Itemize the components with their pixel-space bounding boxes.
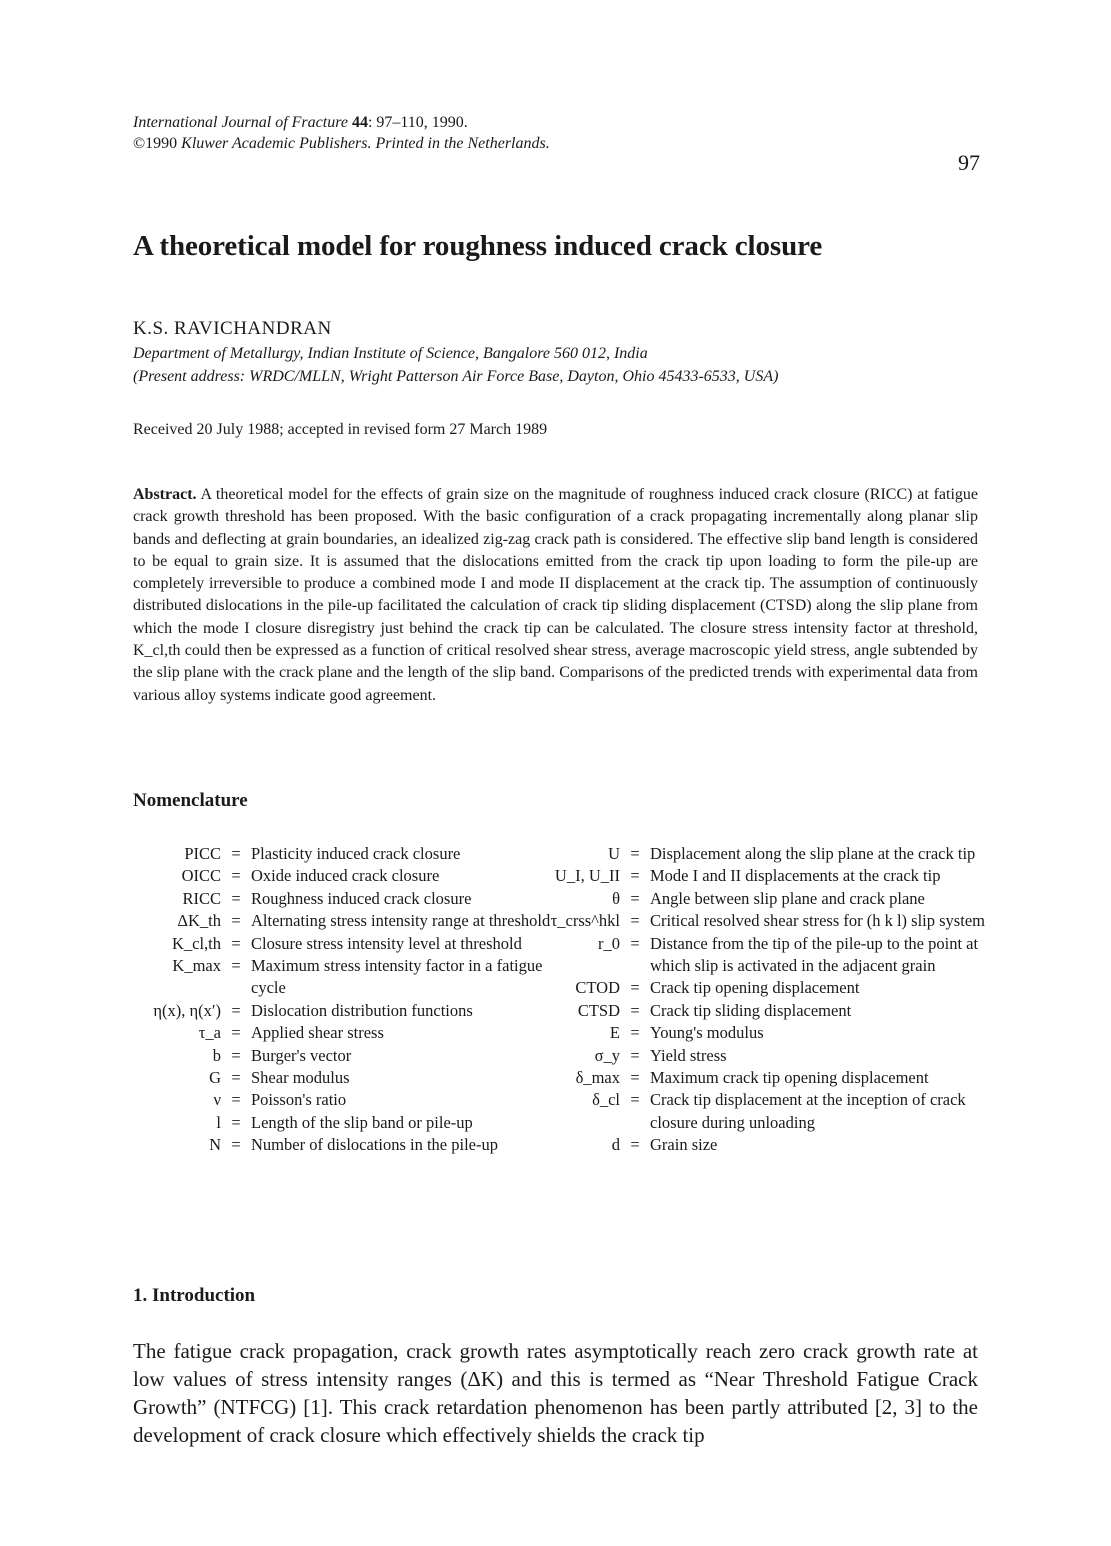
nomenclature-symbol: ν	[213, 1090, 221, 1110]
nomenclature-entry	[133, 843, 553, 865]
equals-sign: =	[630, 1135, 640, 1155]
nomenclature-symbol: U	[608, 844, 620, 863]
equals-sign: =	[630, 1045, 640, 1065]
nomenclature-symbol: ΔK_th	[177, 911, 221, 931]
copyright-line	[133, 134, 550, 154]
equals-sign: =	[231, 844, 241, 863]
nomenclature-right-column	[540, 843, 985, 1157]
equals-sign: =	[231, 933, 241, 953]
nomenclature-definition: Displacement along the slip plane at the crack tip	[650, 844, 976, 863]
nomenclature-entry	[133, 1112, 553, 1134]
nomenclature-definition: Distance from the tip of the pile-up to the point at which slip is activated in the adjacent grain	[650, 933, 979, 976]
nomenclature-entry	[133, 1045, 553, 1067]
nomenclature-heading: Nomenclature	[133, 790, 248, 811]
nomenclature-definition: Roughness induced crack closure	[251, 888, 472, 908]
nomenclature-symbol: RICC	[182, 888, 221, 908]
nomenclature-definition: Grain size	[650, 1135, 718, 1155]
equals-sign: =	[231, 1000, 241, 1020]
nomenclature-entry	[133, 1000, 553, 1022]
nomenclature-definition: Maximum stress intensity factor in a fatigue cycle	[251, 956, 543, 998]
equals-sign: =	[231, 956, 241, 976]
equals-sign: =	[231, 866, 241, 886]
nomenclature-symbol: K_max	[172, 956, 221, 976]
nomenclature-definition: Closure stress intensity level at threshold	[251, 933, 522, 953]
nomenclature-entry	[540, 977, 985, 999]
nomenclature-entry	[133, 1067, 553, 1089]
nomenclature-entry	[133, 1089, 553, 1111]
introduction-heading: 1. Introduction	[133, 1285, 256, 1306]
nomenclature-definition: Crack tip opening displacement	[650, 978, 860, 998]
nomenclature-entry	[133, 888, 553, 910]
nomenclature-definition: Yield stress	[650, 1045, 727, 1065]
paper-title: A theoretical model for roughness induced crack closure	[133, 230, 823, 262]
nomenclature-symbol: PICC	[184, 844, 221, 863]
nomenclature-symbol: d	[611, 1135, 620, 1155]
nomenclature-entry	[540, 1067, 985, 1089]
nomenclature-definition: Poisson's ratio	[251, 1090, 347, 1110]
equals-sign: =	[231, 888, 241, 908]
page-number: 97	[958, 150, 980, 175]
nomenclature-entry	[133, 910, 553, 932]
equals-sign: =	[231, 1135, 241, 1155]
equals-sign: =	[231, 1090, 241, 1110]
nomenclature-entry	[133, 865, 553, 887]
equals-sign: =	[630, 866, 640, 886]
journal-pages-year: : 97–110, 1990.	[367, 114, 468, 131]
equals-sign: =	[630, 888, 640, 908]
nomenclature-symbol: r_0	[598, 933, 620, 953]
nomenclature-definition: Burger's vector	[251, 1045, 352, 1065]
equals-sign: =	[231, 911, 241, 931]
nomenclature-symbol: N	[209, 1135, 221, 1155]
received-dates: Received 20 July 1988; accepted in revised form 27 March 1989	[133, 421, 548, 438]
nomenclature-entry	[133, 1022, 553, 1044]
nomenclature-definition: Maximum crack tip opening displacement	[650, 1068, 929, 1088]
equals-sign: =	[630, 1090, 640, 1110]
journal-volume: 44	[351, 114, 368, 131]
nomenclature-definition: Mode I and II displacements at the crack tip	[650, 866, 941, 886]
abstract-text: A theoretical model for the effects of grain size on the magnitude of roughness induced crack closure (RICC) at fatigue crack growth threshold has been proposed. With the basic configuration of a crack propagating incrementally along planar slip bands and deflecting at grain boundaries, an idealized zig-zag crack path is considered. The effective slip band length is considered to be equal to grain size. It is assumed that the dislocations emitted from the crack tip upon loading to form the pile-up are completely irreversible to produce a combined mode I and mode II displacement at the crack tip. The assumption of continuously distributed dislocations in the pile-up facilitated the calculation of crack tip sliding displacement (CTSD) along the slip plane from which the mode I closure disregistry just behind the crack tip can be calculated. The closure stress intensity factor at threshold, K_cl,th could then be expressed as a function of critical resolved shear stress, average macroscopic yield stress, angle subtended by the slip plane with the crack plane and the length of the slip band. Comparisons of the predicted trends with experimental data from various alloy systems indicate good agreement.	[133, 486, 978, 704]
journal-citation	[133, 113, 468, 133]
nomenclature-symbol: σ_y	[594, 1045, 620, 1065]
nomenclature-symbol: τ_crss^hkl	[550, 911, 620, 931]
nomenclature-entry	[540, 1089, 985, 1134]
nomenclature-definition: Plasticity induced crack closure	[251, 844, 461, 863]
nomenclature-definition: Young's modulus	[650, 1023, 764, 1043]
equals-sign: =	[630, 933, 640, 953]
nomenclature-entry	[540, 1000, 985, 1022]
abstract	[133, 484, 978, 707]
nomenclature-entry	[133, 933, 553, 955]
equals-sign: =	[231, 1023, 241, 1043]
nomenclature-symbol: K_cl,th	[171, 933, 221, 953]
nomenclature-definition: Dislocation distribution functions	[251, 1000, 473, 1020]
nomenclature-symbol: CTSD	[577, 1000, 620, 1020]
nomenclature-symbol: η(x), η(x′)	[153, 1000, 221, 1020]
nomenclature-entry	[133, 1134, 553, 1156]
copyright-symbol: ©1990	[133, 135, 178, 152]
author-name: K.S. RAVICHANDRAN	[133, 318, 332, 339]
nomenclature-symbol: CTOD	[575, 978, 620, 998]
nomenclature-definition: Oxide induced crack closure	[251, 866, 440, 886]
nomenclature-symbol: G	[209, 1068, 221, 1088]
equals-sign: =	[630, 911, 640, 931]
nomenclature-definition: Number of dislocations in the pile-up	[251, 1135, 498, 1155]
present-address: (Present address: WRDC/MLLN, Wright Patterson Air Force Base, Dayton, Ohio 45433-6533, USA)	[133, 368, 779, 385]
equals-sign: =	[630, 1068, 640, 1088]
nomenclature-definition: Crack tip displacement at the inception of crack closure during unloading	[650, 1090, 966, 1132]
equals-sign: =	[630, 1023, 640, 1043]
equals-sign: =	[231, 1112, 241, 1132]
equals-sign: =	[630, 1000, 640, 1020]
nomenclature-entry	[540, 888, 985, 910]
nomenclature-entry	[133, 955, 553, 1000]
nomenclature-entry	[540, 1022, 985, 1044]
nomenclature-symbol: b	[212, 1045, 221, 1065]
abstract-label: Abstract.	[133, 486, 197, 503]
nomenclature-entry	[540, 1134, 985, 1156]
publisher-line: Kluwer Academic Publishers. Printed in the Netherlands.	[181, 135, 550, 152]
equals-sign: =	[630, 978, 640, 998]
nomenclature-entry	[540, 910, 985, 932]
equals-sign: =	[630, 844, 640, 863]
journal-name: International Journal of Fracture	[133, 114, 348, 131]
nomenclature-symbol: OICC	[181, 866, 221, 886]
nomenclature-entry	[540, 933, 985, 978]
equals-sign: =	[231, 1045, 241, 1065]
nomenclature-definition: Crack tip sliding displacement	[650, 1000, 852, 1020]
nomenclature-entry	[540, 865, 985, 887]
nomenclature-definition: Alternating stress intensity range at threshold	[251, 911, 551, 931]
equals-sign: =	[231, 1068, 241, 1088]
nomenclature-entry	[540, 843, 985, 865]
nomenclature-symbol: δ_cl	[592, 1090, 620, 1110]
nomenclature-definition: Applied shear stress	[251, 1023, 384, 1043]
nomenclature-definition: Angle between slip plane and crack plane	[650, 888, 925, 908]
nomenclature-definition: Length of the slip band or pile-up	[251, 1112, 473, 1132]
nomenclature-definition: Critical resolved shear stress for (h k l) slip system	[650, 911, 985, 931]
nomenclature-symbol: θ	[612, 888, 620, 908]
introduction-paragraph: The fatigue crack propagation, crack growth rates asymptotically reach zero crack growth rate at low values of stress intensity ranges (ΔK) and this is termed as “Near Threshold Fatigue Crack Growth” (NTFCG) [1]. This crack retardation phenomenon has been partly attributed [2, 3] to the development of crack closure which effectively shields the crack tip	[133, 1339, 978, 1447]
nomenclature-symbol: E	[609, 1023, 620, 1043]
author-affiliation: Department of Metallurgy, Indian Institute of Science, Bangalore 560 012, India	[133, 345, 648, 362]
nomenclature-entry	[540, 1045, 985, 1067]
nomenclature-symbol: l	[216, 1112, 221, 1132]
nomenclature-symbol: δ_max	[575, 1068, 620, 1088]
nomenclature-definition: Shear modulus	[251, 1068, 350, 1088]
nomenclature-symbol: τ_a	[198, 1023, 221, 1043]
nomenclature-left-column	[133, 843, 553, 1157]
nomenclature-symbol: U_I, U_II	[554, 866, 620, 886]
